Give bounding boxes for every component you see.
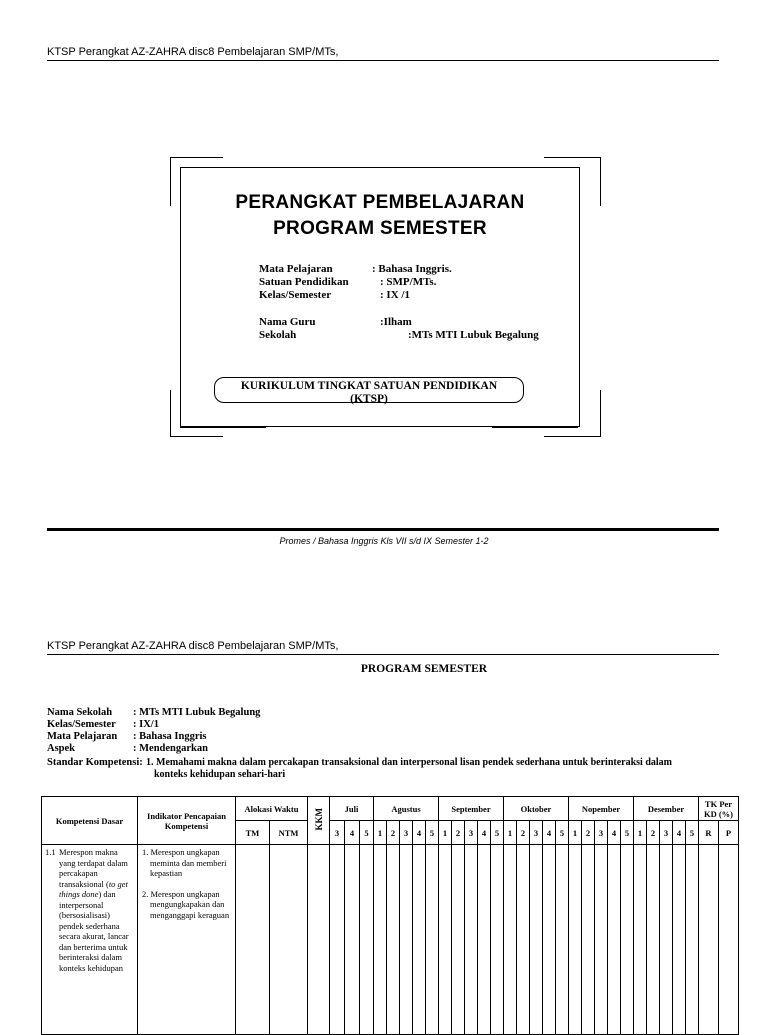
month-september: September (439, 797, 504, 821)
cover-label-guru: Nama Guru (259, 316, 316, 328)
header-rule (47, 60, 719, 61)
kd-number: 1.1 (45, 847, 56, 857)
kd-cell (42, 845, 138, 1035)
week-cell: 3 (400, 821, 413, 845)
week-cell: 1 (504, 821, 517, 845)
kd-text-italic: to get things done (59, 878, 128, 899)
info-label-mapel: Mata Pelajaran (47, 731, 118, 742)
info-value-mapel: : Bahasa Inggris (133, 731, 207, 742)
col-tm: TM (236, 821, 270, 845)
month-oktober: Oktober (504, 797, 569, 821)
kd-text-a: Merespon makna yang terdapat dalam percakapan transaksional ( (59, 847, 128, 889)
cover-label-kelas: Kelas/Semester (259, 289, 332, 301)
week-cell: 1 (569, 821, 582, 845)
page2-header: KTSP Perangkat AZ-ZAHRA disc8 Pembelajaran SMP/MTs, (47, 640, 339, 652)
month-agustus: Agustus (374, 797, 439, 821)
cover-value-mapel: : Bahasa Inggris. (372, 263, 452, 275)
cover-value-kelas: : IX /1 (380, 289, 410, 301)
info-value-kelas: : IX/1 (133, 719, 159, 730)
week-cell: 5 (686, 821, 699, 845)
week-cell: 4 (543, 821, 556, 845)
col-kompetensi-dasar: Kompetensi Dasar (42, 797, 138, 845)
col-alokasi-waktu: Alokasi Waktu (236, 797, 308, 821)
cover-value-satuan: : SMP/MTs. (380, 276, 437, 288)
week-cell: 4 (608, 821, 621, 845)
week-cell: 5 (360, 821, 374, 845)
week-cell: 3 (465, 821, 478, 845)
week-cell: 2 (517, 821, 530, 845)
cover-label-satuan: Satuan Pendidikan (259, 276, 349, 288)
week-cell: 2 (582, 821, 595, 845)
week-cell: 2 (647, 821, 660, 845)
col-tk-per-kd: TK Per KD (%) (699, 797, 739, 821)
program-semester-table (41, 796, 739, 1035)
week-cell: 2 (387, 821, 400, 845)
sk-label: Standar Kompetensi: (47, 757, 143, 768)
info-label-sekolah: Nama Sekolah (47, 707, 113, 718)
ktsp-line2: (KTSP) (350, 393, 388, 405)
week-cell: 1 (374, 821, 387, 845)
cover-label-sekolah: Sekolah (259, 329, 297, 341)
week-cell: 2 (452, 821, 465, 845)
ntm-cell (270, 845, 308, 1035)
week-cell: 3 (595, 821, 608, 845)
table-row (42, 845, 739, 1035)
corner-bottom-right (544, 390, 601, 437)
info-label-aspek: Aspek (47, 743, 76, 754)
month-desember: Desember (634, 797, 699, 821)
month-juli: Juli (330, 797, 374, 821)
week-cell: 4 (478, 821, 491, 845)
sk-line1: 1. Memahami makna dalam percakapan transaksional dan interpersonal lisan pendek sederhana untuk berinteraksi dalam (146, 757, 673, 768)
info-label-kelas: Kelas/Semester (47, 719, 116, 730)
cover-title-line1: PERANGKAT PEMBELAJARAN (235, 192, 525, 213)
col-ntm: NTM (270, 821, 308, 845)
indikator-2: 2. Merespon ungkapan mengungkapakan dan menganggapi keraguan (142, 888, 230, 920)
week-cell: 5 (426, 821, 439, 845)
kd-text (59, 847, 135, 973)
cover-value-guru: :Ilham (380, 316, 412, 328)
kd-text-b: ) dan interpersonal (bersosialisasi) pendek sederhana secara akurat, lancar dan berterima untuk berinteraksi dalam konteks kehidupan (59, 889, 129, 973)
col-kkm (308, 797, 330, 845)
week-cell: 4 (345, 821, 360, 845)
bottom-rule-right (492, 427, 578, 428)
info-value-aspek: : Mendengarkan (133, 743, 208, 754)
info-value-sekolah: : MTs MTI Lubuk Begalung (133, 707, 261, 718)
r-cell (699, 845, 719, 1035)
page-header: KTSP Perangkat AZ-ZAHRA disc8 Pembelajaran SMP/MTs, (47, 46, 339, 58)
ktsp-line1: KURIKULUM TINGKAT SATUAN PENDIDIKAN (240, 380, 498, 392)
cover-value-sekolah: :MTs MTI Lubuk Begalung (408, 329, 539, 341)
kkm-label: KKM (313, 808, 324, 831)
week-cell: 4 (673, 821, 686, 845)
month-nopember: Nopember (569, 797, 634, 821)
week-cell: 1 (439, 821, 452, 845)
program-semester-title: PROGRAM SEMESTER (360, 663, 488, 675)
footer-rule (47, 528, 719, 531)
week-cell: 1 (634, 821, 647, 845)
ktsp-box (214, 377, 524, 403)
week-cell: 5 (621, 821, 634, 845)
p-cell (719, 845, 739, 1035)
kkm-cell (308, 845, 330, 1035)
sk-line2: konteks kehidupan sehari-hari (154, 769, 286, 780)
cover-title-line2: PROGRAM SEMESTER (273, 218, 487, 239)
week-cell: 3 (330, 821, 345, 845)
col-r: R (699, 821, 719, 845)
week-cell: 4 (413, 821, 426, 845)
week-cell: 5 (556, 821, 569, 845)
indikator-cell (138, 845, 236, 1035)
cover-label-mapel: Mata Pelajaran (259, 263, 333, 275)
week-cell: 3 (660, 821, 673, 845)
page-footer: Promes / Bahasa Inggris Kls VII s/d IX Semester 1-2 (279, 536, 489, 546)
col-p: P (719, 821, 739, 845)
col-indikator: Indikator Pencapaian Kompetensi (138, 797, 236, 845)
page2-header-rule (47, 654, 719, 655)
week-cell: 5 (491, 821, 504, 845)
week-cell: 3 (530, 821, 543, 845)
tm-cell (236, 845, 270, 1035)
bottom-rule-left (180, 427, 266, 428)
indikator-1: 1. Merespon ungkapan meminta dan memberi kepastian (142, 847, 227, 878)
